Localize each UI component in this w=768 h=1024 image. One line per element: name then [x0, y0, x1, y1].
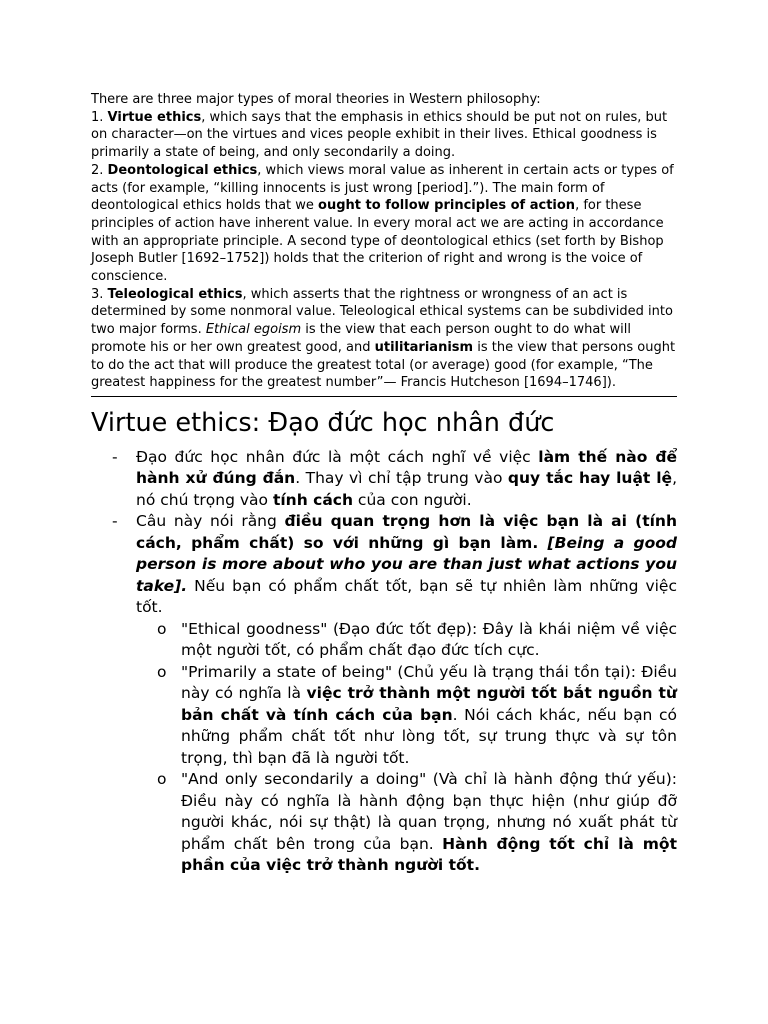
sub-bullet-text: "Ethical goodness" (Đạo đức tốt đẹp): Đây là khái niệm về việc một người tốt, có phẩm chất đạo đức tích cực.	[181, 619, 677, 660]
bullet-item	[91, 447, 677, 512]
item-number: 2.	[91, 162, 108, 178]
divider	[91, 396, 677, 397]
item-text: , which views moral value as inherent in certain acts or types of acts (for example, “killing innocents is just wrong [period].”). The main form of deontological ethics holds that we	[91, 162, 674, 214]
bold-phrase: ought to follow principles of action	[318, 198, 576, 214]
bullet-text: , nó chú trọng vào	[136, 469, 678, 509]
bullet-text: của con người.	[353, 490, 472, 509]
item-number: 3.	[91, 286, 108, 302]
document-page	[91, 91, 677, 877]
bullet-item	[91, 511, 677, 619]
intro-item-virtue	[91, 109, 677, 162]
term-virtue-ethics: Virtue ethics	[107, 109, 202, 125]
bold-phrase: quy tắc hay luật lệ	[507, 469, 673, 488]
bold-phrase: điều quan trọng hơn là việc bạn là ai (tính cách, phẩm chất) so với những gì bạn làm.	[136, 512, 677, 552]
intro-lead: There are three major types of moral theories in Western philosophy:	[91, 92, 541, 107]
circle-bullet: o	[157, 770, 167, 789]
item-text: , which says that the emphasis in ethics should be put not on rules, but on character—on the virtues and vices people exhibit in their lives. Ethical goodness is primarily a state of being, and only secondarily a doing.	[91, 109, 668, 161]
bold-phrase: utilitarianism	[374, 339, 474, 355]
bullet-text: . Thay vì chỉ tập trung vào	[295, 469, 508, 488]
item-text: , for these principles of action have inherent value. In every moral act we are acting in accordance with an appropriate principle. A second type of deontological ethics (set forth by Bishop Joseph Butler [1692–1752]) holds that the criterion of right and wrong is the voice of conscience.	[91, 198, 664, 285]
bold-italic-phrase: [Being a good person is more about who you are than just what actions you take].	[136, 533, 677, 595]
bullet-text: Đạo đức học nhân đức là một cách nghĩ về việc	[136, 447, 539, 466]
intro-item-deontological	[91, 162, 677, 286]
dash-bullet: -	[112, 447, 118, 466]
sub-bullet-item	[91, 769, 677, 877]
bullet-text: Nếu bạn có phẩm chất tốt, bạn sẽ tự nhiên làm những việc tốt.	[136, 576, 677, 617]
bullet-text: Câu này nói rằng	[136, 512, 285, 531]
term-deontological-ethics: Deontological ethics	[107, 162, 258, 178]
circle-bullet: o	[157, 662, 167, 681]
dash-bullet: -	[112, 512, 118, 531]
item-text: is the view that each person ought to do what will promote his or her own greatest good, and	[91, 322, 631, 355]
item-text: is the view that persons ought to do the act that will produce the greatest total (or average) good (for example, “The greatest happiness for the greatest number”— Francis Hutcheson [1694–1746]).	[91, 339, 676, 391]
bold-phrase: việc trở thành một người tốt bắt nguồn từ bản chất và tính cách của bạn	[181, 684, 677, 724]
circle-bullet: o	[157, 619, 167, 638]
section-heading: Virtue ethics: Đạo đức học nhân đức	[91, 407, 555, 438]
bold-phrase: Hành động tốt chỉ là một phần của việc trở thành người tốt.	[181, 834, 677, 875]
sub-bullet-item	[91, 619, 677, 662]
intro-item-teleological	[91, 286, 677, 392]
intro-section	[91, 91, 677, 392]
item-text: , which asserts that the rightness or wrongness of an act is determined by some nonmoral value. Teleological ethical systems can be subdivided into two major forms.	[91, 286, 673, 338]
sub-bullet-text: . Nói cách khác, nếu bạn có những phẩm chất tốt như lòng tốt, sự trung thực và sự tôn trọng, thì bạn đã là người tốt.	[181, 705, 677, 767]
italic-phrase: Ethical egoism	[205, 322, 302, 338]
bold-phrase: tính cách	[272, 490, 353, 509]
item-number: 1.	[91, 109, 108, 125]
term-teleological-ethics: Teleological ethics	[107, 286, 243, 302]
sub-bullet-item	[91, 662, 677, 770]
bold-phrase: làm thế nào để hành xử đúng đắn	[136, 447, 677, 488]
sub-bullet-text: "Primarily a state of being" (Chủ yếu là trạng thái tồn tại): Điều này có nghĩa là	[181, 662, 677, 703]
sub-bullet-text: "And only secondarily a doing" (Và chỉ là hành động thứ yếu): Điều này có nghĩa là hành động bạn thực hiện (như giúp đỡ người khác, nói sự thật) là quan trọng, nhưng nó xuất phát từ phẩm chất bên trong của bạn.	[181, 770, 677, 853]
